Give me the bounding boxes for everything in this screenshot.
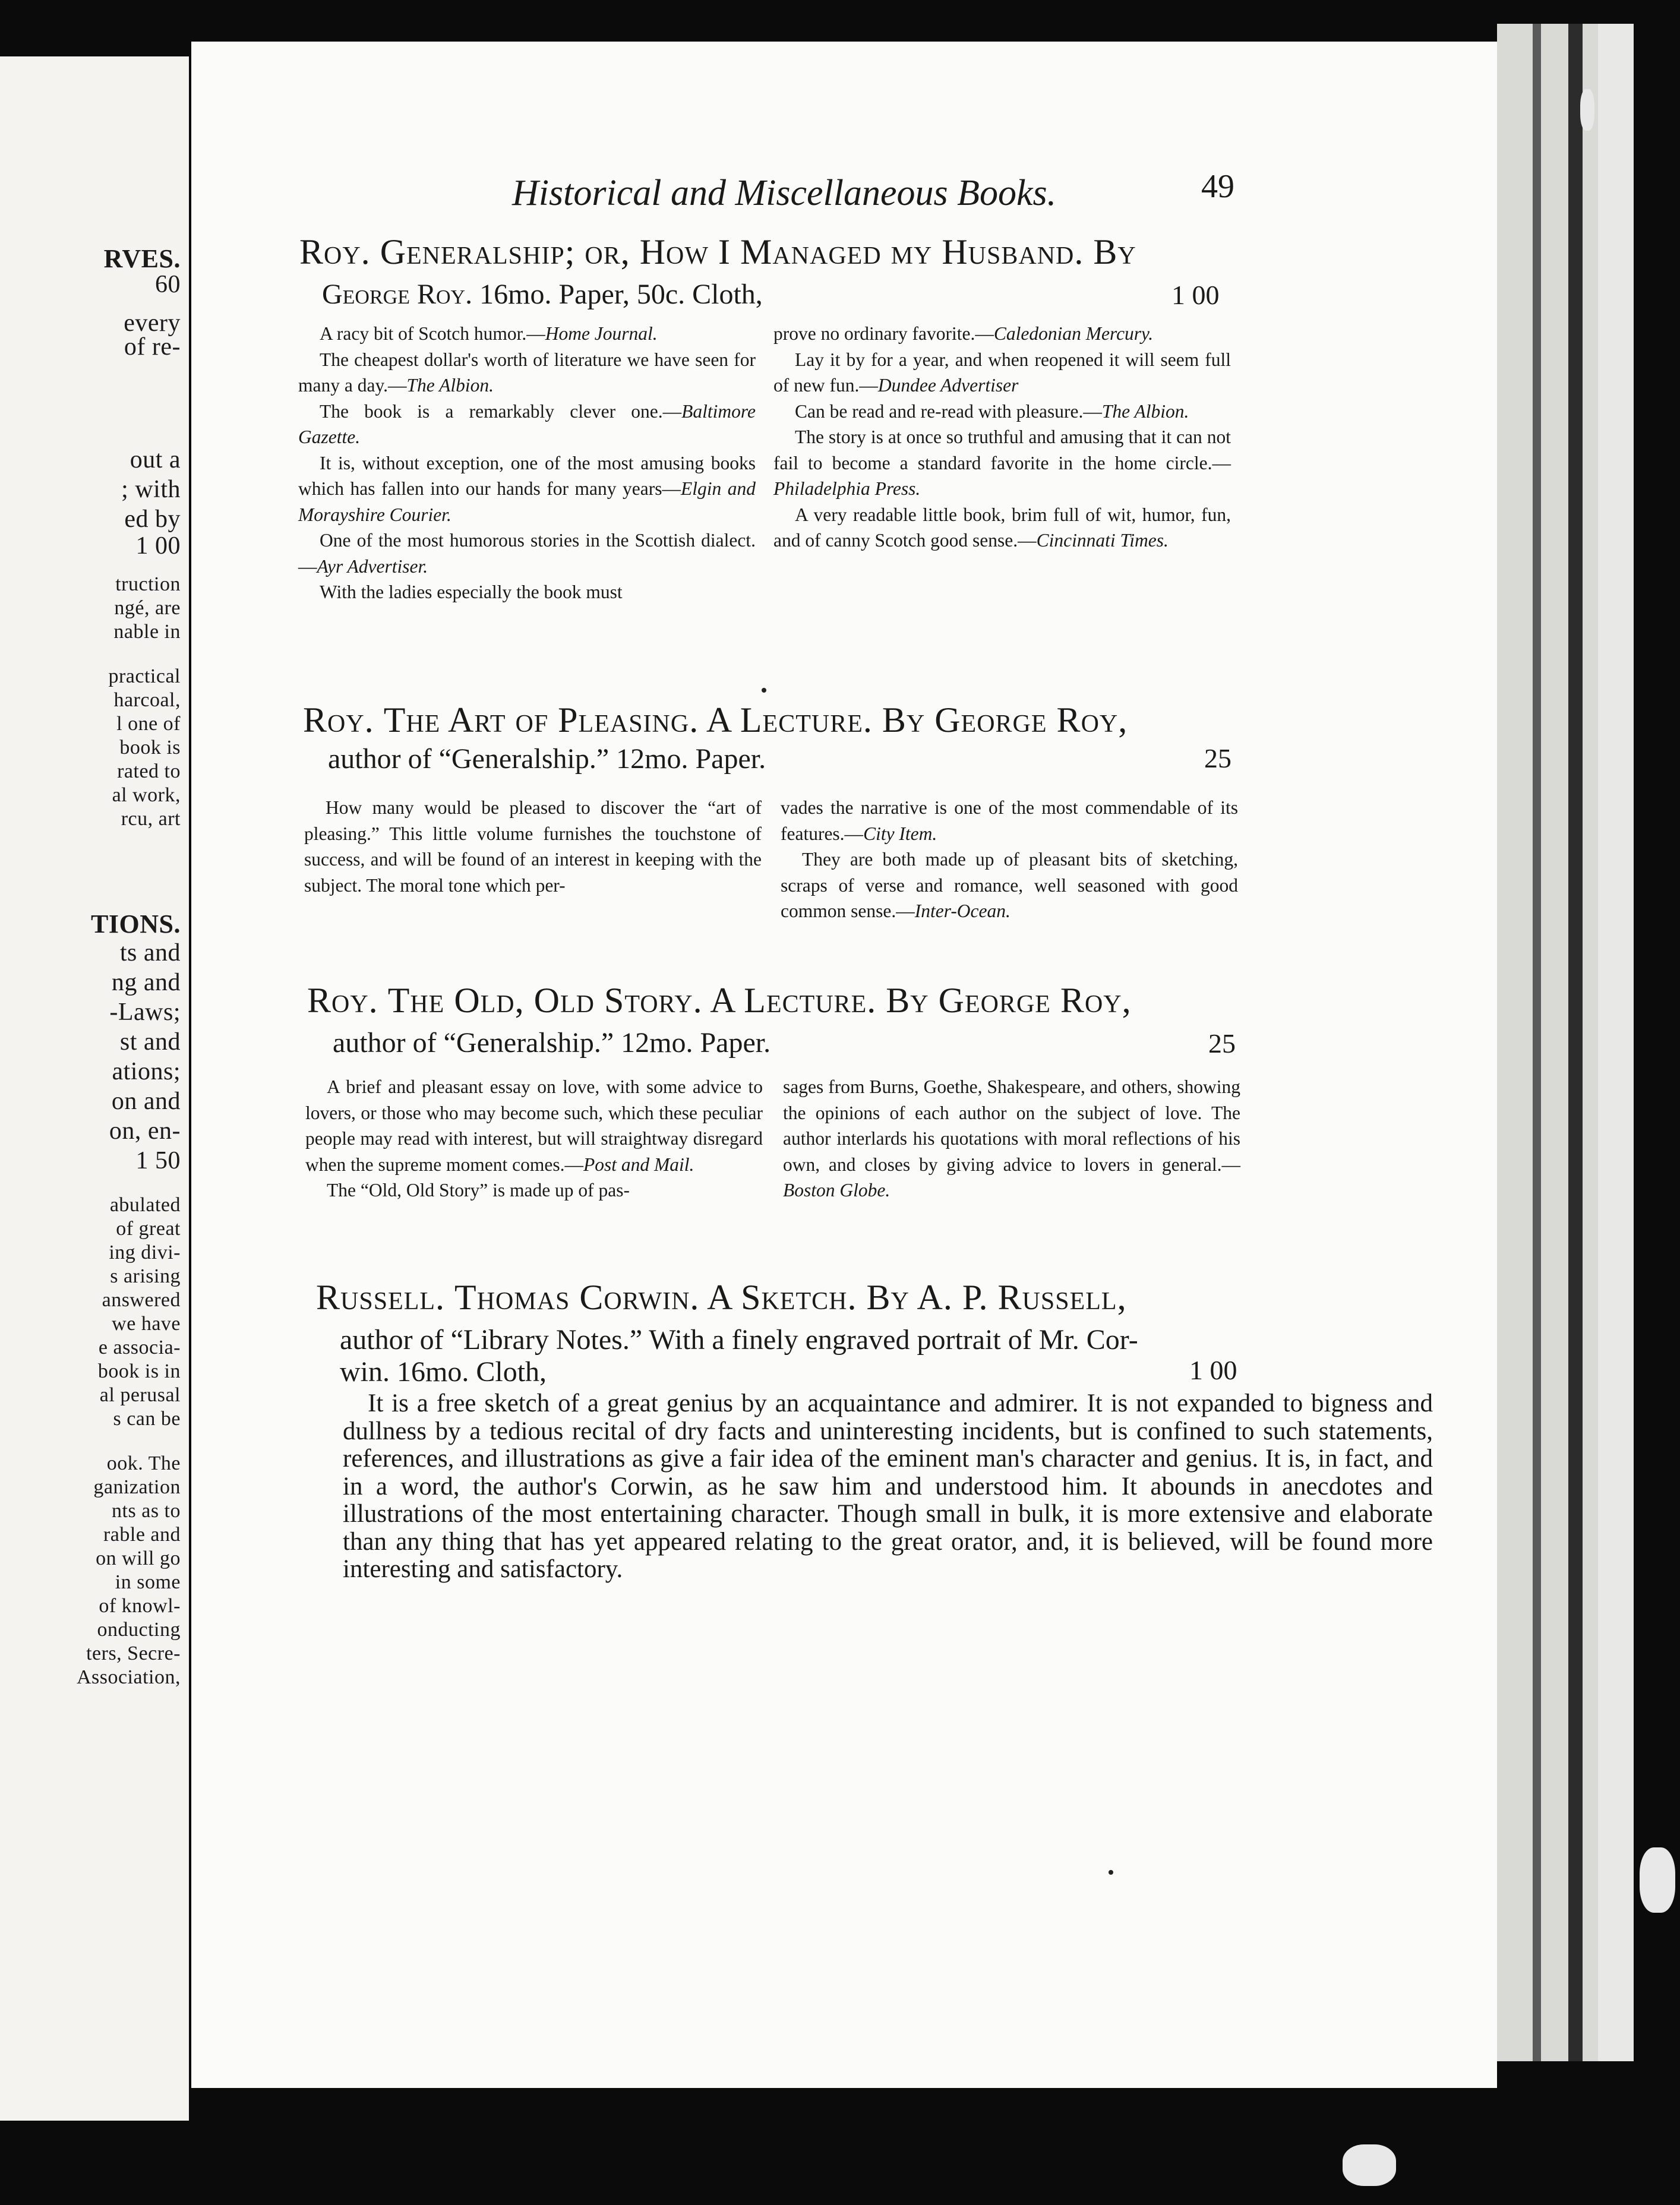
review-source: Inter-Ocean. (914, 901, 1010, 921)
scan-speck (1343, 2144, 1396, 2186)
entry-author: Roy. (299, 232, 371, 271)
review-quote (304, 795, 762, 898)
review-quote (298, 579, 756, 605)
facing-page-line: of re- (124, 333, 181, 361)
review-source: The Albion. (1101, 400, 1189, 422)
review-quote (773, 502, 1231, 554)
facing-page-line: ations; (112, 1058, 181, 1085)
facing-page-line: rated to (117, 760, 181, 782)
review-text: With the ladies especially the book must (320, 582, 623, 602)
review-quote (783, 1074, 1240, 1203)
facing-page-line: 1 50 (135, 1147, 181, 1174)
review-text: A brief and pleasant essay on love, with some advice to lovers, or those who may become such, which these peculiar people may read with interest, but will straightway disregard when the supreme moment comes.— (305, 1076, 763, 1175)
review-text: One of the most humorous stories in the Scottish dialect.— (298, 530, 756, 577)
facing-page-line: 60 (155, 271, 181, 298)
facing-page-line: al work, (112, 784, 181, 806)
review-text: A racy bit of Scotch humor.— (320, 323, 545, 344)
entry-author-name: George Roy. (322, 279, 473, 310)
entry-price: 25 (1208, 1028, 1236, 1059)
entry-title: Thomas Corwin. A Sketch. By A. P. Russell, (454, 1278, 1127, 1317)
entry-author: Roy. (303, 700, 374, 740)
review-source: City Item. (863, 823, 937, 844)
review-source: Caledonian Mercury. (993, 323, 1154, 344)
facing-page-line: every (124, 309, 181, 337)
review-quote (298, 527, 756, 579)
review-text: vades the narrative is one of the most commendable of its features.— (781, 797, 1238, 844)
entry-author: Roy. (307, 981, 378, 1020)
facing-page-line: nts as to (112, 1500, 181, 1522)
facing-page-line: on, en- (109, 1117, 181, 1145)
facing-page-line: truction (115, 573, 181, 595)
review-text: Lay it by for a year, and when reopened it will seem full of new fun.— (773, 349, 1231, 396)
cover-edge-line (1598, 24, 1634, 2061)
scan-speck (1580, 89, 1594, 131)
review-quote (781, 846, 1238, 924)
description-text: It is a free sketch of a great genius by an acquaintance and admirer. It is not expanded to bigness and dullness by a tedious recital of dry facts and uninteresting incidents, but is confined to such statements, references, and illustrations as give a fair idea of the eminent man's character and genius. It is, in fact, and in a word, the author's Corwin, as he saw him and understood him. It abounds in anecdotes and illustrations of the most entertaining character. Though small in bulk, it is more extensive and elaborate than any thing that has yet appeared relating to the great orator, and, it is believed, will be found more interesting and satisfactory. (343, 1389, 1433, 1583)
running-head: Historical and Miscellaneous Books. (512, 173, 1057, 213)
facing-page-line: harcoal, (113, 689, 181, 711)
entry-format: win. 16mo. Cloth, (340, 1356, 547, 1388)
review-text: It is, without exception, one of the most amusing books which has fallen into our hands for many years— (298, 452, 756, 499)
facing-page-line: ng and (111, 969, 181, 996)
book-cover-edge (1497, 24, 1634, 2061)
facing-page-line: on will go (96, 1547, 181, 1569)
review-column-right (773, 321, 1231, 554)
facing-page-line: ed by (124, 506, 181, 533)
page-number: 49 (1201, 168, 1234, 205)
review-quote (773, 399, 1231, 425)
review-quote (298, 347, 756, 399)
review-source: Home Journal. (545, 323, 658, 344)
review-quote (305, 1177, 763, 1203)
facing-page-line: ts and (119, 939, 181, 966)
entry-author: Russell. (316, 1278, 446, 1317)
facing-page-line: practical (108, 665, 181, 687)
facing-page-line: rcu, art (121, 808, 181, 830)
entry-title: The Art of Pleasing. A Lecture. By George Roy, (383, 700, 1128, 740)
review-text: prove no ordinary favorite.— (773, 323, 994, 344)
review-column-right (781, 795, 1238, 924)
facing-page-line: ; with (121, 476, 181, 503)
review-text: The “Old, Old Story” is made up of pas- (327, 1180, 630, 1201)
review-source: Baltimore Gazette. (298, 400, 756, 447)
review-quote (773, 347, 1231, 399)
entry-price: 25 (1204, 743, 1231, 773)
facing-page-line: answered (102, 1289, 181, 1311)
review-quote (773, 321, 1231, 347)
facing-page-line: ook. The (106, 1452, 181, 1474)
scan-speck (1640, 1847, 1675, 1913)
facing-page-line: on and (111, 1088, 181, 1115)
entry-description (343, 1390, 1433, 1584)
facing-page-line: of great (116, 1218, 181, 1240)
cover-edge-line (1533, 24, 1541, 2061)
review-quote (773, 424, 1231, 502)
stray-dot (762, 688, 766, 693)
review-source: Dundee Advertiser (877, 375, 1019, 396)
book-page (191, 42, 1497, 2088)
facing-page-line: Association, (76, 1666, 181, 1688)
review-quote (781, 795, 1238, 846)
entry-price: 1 00 (1171, 280, 1220, 310)
facing-page-line: e associa- (98, 1337, 181, 1359)
review-text: The book is a remarkably clever one.— (320, 400, 682, 422)
facing-page-line: s can be (113, 1408, 181, 1430)
facing-page-line: st and (119, 1028, 181, 1056)
facing-page-line: book is (119, 737, 181, 759)
facing-page-line: abulated (109, 1194, 181, 1216)
cover-edge-line (1568, 24, 1583, 2061)
entry-title: The Old, Old Story. A Lecture. By George Roy, (387, 981, 1132, 1020)
facing-page-line: TIONS. (91, 909, 181, 939)
review-text: The story is at once so truthful and amusing that it can not fail to become a standard favorite in the home circle.— (773, 427, 1231, 473)
facing-page-fragment (0, 56, 189, 2121)
review-text: How many would be pleased to discover the “art of pleasing.” This little volume furnishes the touchstone of success, and will be found of an interest in keeping with the subject. The moral tone which per- (304, 797, 762, 896)
facing-page-line: we have (112, 1313, 181, 1335)
entry-subtitle: author of “Library Notes.” With a finely engraved portrait of Mr. Cor- (340, 1324, 1138, 1356)
facing-page-line: ganization (93, 1476, 181, 1498)
facing-page-line: ing divi- (109, 1242, 181, 1263)
facing-page-line: rable and (103, 1524, 181, 1546)
review-quote (305, 1074, 763, 1177)
review-column-left (298, 321, 756, 605)
review-text: They are both made up of pleasant bits of sketching, scraps of verse and romance, well seasoned with good common sense.— (781, 849, 1238, 921)
review-quote (298, 321, 756, 347)
facing-page-line: of knowl- (99, 1595, 181, 1617)
review-text: sages from Burns, Goethe, Shakespeare, and others, showing the opinions of each author on the subject of love. The author interlards his quotations with moral reflections of his own, and closes by giving advice to lovers in general.— (783, 1076, 1240, 1175)
facing-page-line: onducting (97, 1619, 181, 1641)
review-source: Philadelphia Press. (773, 478, 921, 499)
entry-subtitle: author of “Generalship.” 12mo. Paper. (333, 1027, 771, 1059)
facing-page-line: nable in (113, 621, 181, 643)
review-quote (298, 450, 756, 528)
review-source: The Albion. (406, 375, 494, 396)
review-column-left (305, 1074, 763, 1203)
facing-page-line: ngé, are (114, 597, 181, 619)
facing-page-line: ters, Secre- (86, 1642, 181, 1664)
facing-page-line: RVES. (103, 244, 181, 273)
entry-subtitle: author of “Generalship.” 12mo. Paper. (328, 743, 766, 775)
stray-dot (1109, 1870, 1113, 1875)
review-column-left (304, 795, 762, 898)
facing-page-line: l one of (116, 713, 181, 735)
review-quote (298, 399, 756, 450)
review-column-right (783, 1074, 1240, 1203)
review-source: Cincinnati Times. (1036, 530, 1169, 551)
facing-page-line: book is in (97, 1360, 181, 1382)
facing-page-line: in some (115, 1571, 181, 1593)
facing-page-line: out a (130, 446, 181, 473)
facing-page-line: 1 00 (135, 532, 181, 560)
facing-page-line: al perusal (99, 1384, 181, 1406)
review-source: Ayr Advertiser. (317, 555, 428, 577)
review-source: Elgin and Morayshire Courier. (298, 478, 756, 525)
entry-title: Generalship; or, How I Managed my Husband. By (380, 232, 1136, 271)
review-text: Can be read and re-read with pleasure.— (795, 400, 1102, 422)
entry-price: 1 00 (1189, 1355, 1237, 1385)
facing-page-line: s arising (110, 1265, 181, 1287)
facing-page-line: -Laws; (109, 999, 181, 1026)
review-source: Boston Globe. (783, 1180, 890, 1201)
review-text: The cheapest dollar's worth of literature we have seen for many a day.— (298, 349, 756, 396)
review-text: A very readable little book, brim full of wit, humor, fun, and of canny Scotch good sense.— (773, 504, 1231, 551)
review-source: Post and Mail. (583, 1154, 694, 1175)
entry-format: 16mo. Paper, 50c. Cloth, (479, 279, 763, 310)
